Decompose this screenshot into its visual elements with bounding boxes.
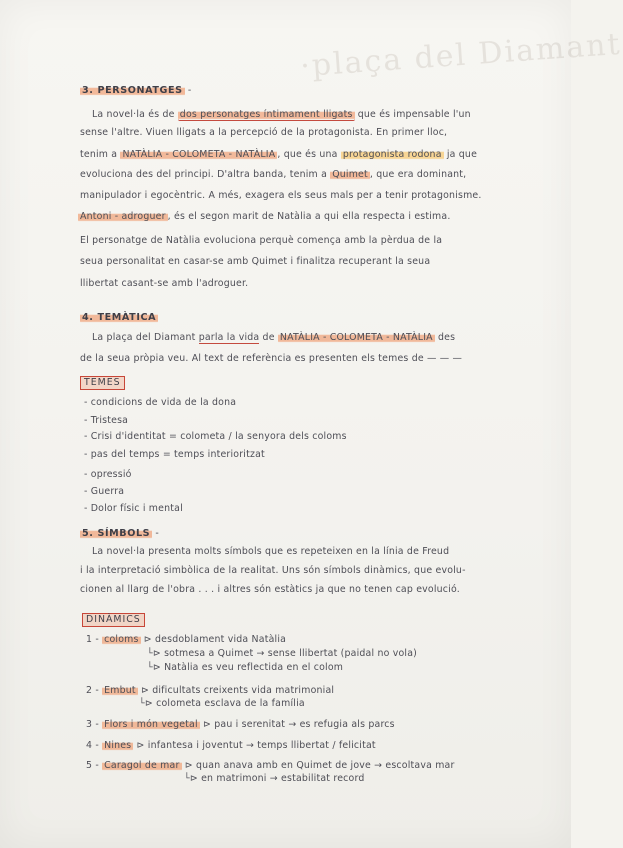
symbol-1-detail [147,647,417,661]
arrow-icon: └⊳ [147,648,161,659]
symbol-name-caragol: Caragol de mar [104,760,180,771]
paragraph-line [92,331,455,345]
paragraph-line: cionen al llarg de l'obra . . . i altres són estàtics ja que no tenen cap evolució. [80,584,460,595]
list-item: - Crisi d'identitat = colometa / la senyora dels coloms [84,431,347,442]
text-span: El personatge de Natàlia evoluciona perquè comença amb la pèrdua de la [80,235,443,246]
highlight-natalia: NATÀLIA - COLOMETA - NATÀLIA [122,149,276,160]
symbol-detail: dificultats creixents vida matrimonial [152,685,335,696]
symbol-detail: quan anava amb en Quimet de jove → escoltava mar [195,760,455,771]
symbol-name-nines: Nines [104,740,132,751]
section-3-heading [80,84,191,98]
highlight-two-characters: dos personatges íntimament lligats [179,109,353,120]
paragraph-line [80,148,477,162]
highlight-natalia: NATÀLIA - COLOMETA - NATÀLIA [279,332,433,343]
section-5-dash: - [155,528,159,539]
symbol-1 [86,633,286,647]
text-span: manipulador i egocèntric. A més, exagera els seus mals per a tenir protagonisme. [80,190,482,201]
list-item: - Tristesa [84,415,129,426]
text-span: La novel·la és de [92,109,175,120]
highlight-antoni: Antoni - adroguer [80,211,166,222]
symbol-number: 4 - [86,740,99,751]
arrow-icon: ⊳ [143,634,152,645]
text-span: de la seua pròpia veu. Al text de referència es presenten els temes de [80,353,424,364]
symbol-3 [86,718,395,732]
text-span: evoluciona des del principi. D'altra banda, tenim a [80,169,328,180]
symbol-number: 3 - [86,719,99,730]
bleed-through-text: ·plaça del Diamant [299,26,623,85]
symbol-5-detail [184,772,365,786]
section-5-heading [80,527,159,541]
paragraph-line [80,352,462,366]
section-4-title: 4. TEMÀTICA [82,312,157,323]
symbol-4 [86,739,376,753]
text-span: La plaça del Diamant [92,332,196,343]
symbol-name-coloms: coloms [104,634,139,645]
text-span: — — — [427,353,463,364]
paragraph-line [80,189,482,203]
text-span: , que era dominant, [369,169,467,180]
list-item: - condicions de vida de la dona [84,397,237,408]
list-item: - pas del temps = temps interioritzat [84,449,265,460]
list-item: - Guerra [84,486,125,497]
list-item: - Dolor físic i mental [84,503,183,514]
symbol-number: 1 - [86,634,99,645]
arrow-icon: ⊳ [140,685,149,696]
symbol-name-embut: Embut [104,685,136,696]
text-span: seua personalitat en casar-se amb Quimet i finalitza recuperant la seua [80,256,431,267]
text-span: ja que [446,149,478,160]
symbol-detail: pau i serenitat → es refugia als parcs [214,719,395,730]
text-span: des [437,332,456,343]
symbol-number: 2 - [86,685,99,696]
paragraph-line [80,234,442,248]
section-4-heading [80,311,158,325]
temes-box: TEMES [80,376,125,390]
paragraph-line: La novel·la presenta molts símbols que es repeteixen en la línia de Freud [92,546,450,557]
symbol-number: 5 - [86,760,99,771]
symbol-detail: desdoblament vida Natàlia [155,634,287,645]
symbol-1-detail [147,661,343,675]
symbol-detail: infantesa i joventut → temps llibertat / felicitat [147,740,376,751]
symbol-2-detail [139,697,305,711]
paragraph-line [80,277,248,291]
text-span: , és el segon marit de Natàlia a qui ella respecta i estima. [167,211,451,222]
symbol-5 [86,759,455,773]
underline-parla-la-vida: parla la vida [198,332,260,343]
list-item: - opressió [84,469,132,480]
dinamics-box: DINÀMICS [82,613,145,627]
paragraph-line: i la interpretació simbòlica de la realitat. Uns són símbols dinàmics, que evolu- [80,565,466,576]
text-span: tenim a [80,149,118,160]
text-span: llibertat casant-se amb l'adroguer. [80,278,249,289]
section-5-title: 5. SÍMBOLS [82,528,151,539]
arrow-icon: ⊳ [184,760,193,771]
paragraph-line [80,126,447,140]
dinamics-label [82,613,145,627]
section-3-title: 3. PERSONATGES [82,85,183,96]
arrow-icon: ⊳ [203,719,212,730]
arrow-icon: └⊳ [139,698,153,709]
text-span: que és impensable l'un [357,109,471,120]
arrow-icon: └⊳ [147,662,161,673]
paragraph-line [80,168,466,182]
arrow-icon: └⊳ [184,773,198,784]
arrow-icon: ⊳ [136,740,145,751]
text-span: , que és una [277,149,338,160]
symbol-name-flors: Flors i món vegetal [104,719,198,730]
paragraph-line [80,255,430,269]
symbol-2 [86,684,334,698]
section-3-dash: - [187,85,192,96]
highlight-protagonista-rodona: protagonista rodona [342,149,442,160]
highlight-quimet: Quimet [332,169,368,180]
text-span: sense l'altre. Viuen lligats a la percepció de la protagonista. En primer lloc, [80,127,448,138]
symbol-detail: Natàlia es veu reflectida en el colom [164,662,344,673]
symbol-detail: colometa esclava de la família [156,698,305,709]
symbol-detail: sotmesa a Quimet → sense llibertat (paidal no vola) [164,648,418,659]
symbol-detail: en matrimoni → estabilitat record [201,773,365,784]
paragraph-line [92,108,471,122]
temes-label [80,376,125,390]
text-span: de [262,332,275,343]
paragraph-line [78,210,451,224]
